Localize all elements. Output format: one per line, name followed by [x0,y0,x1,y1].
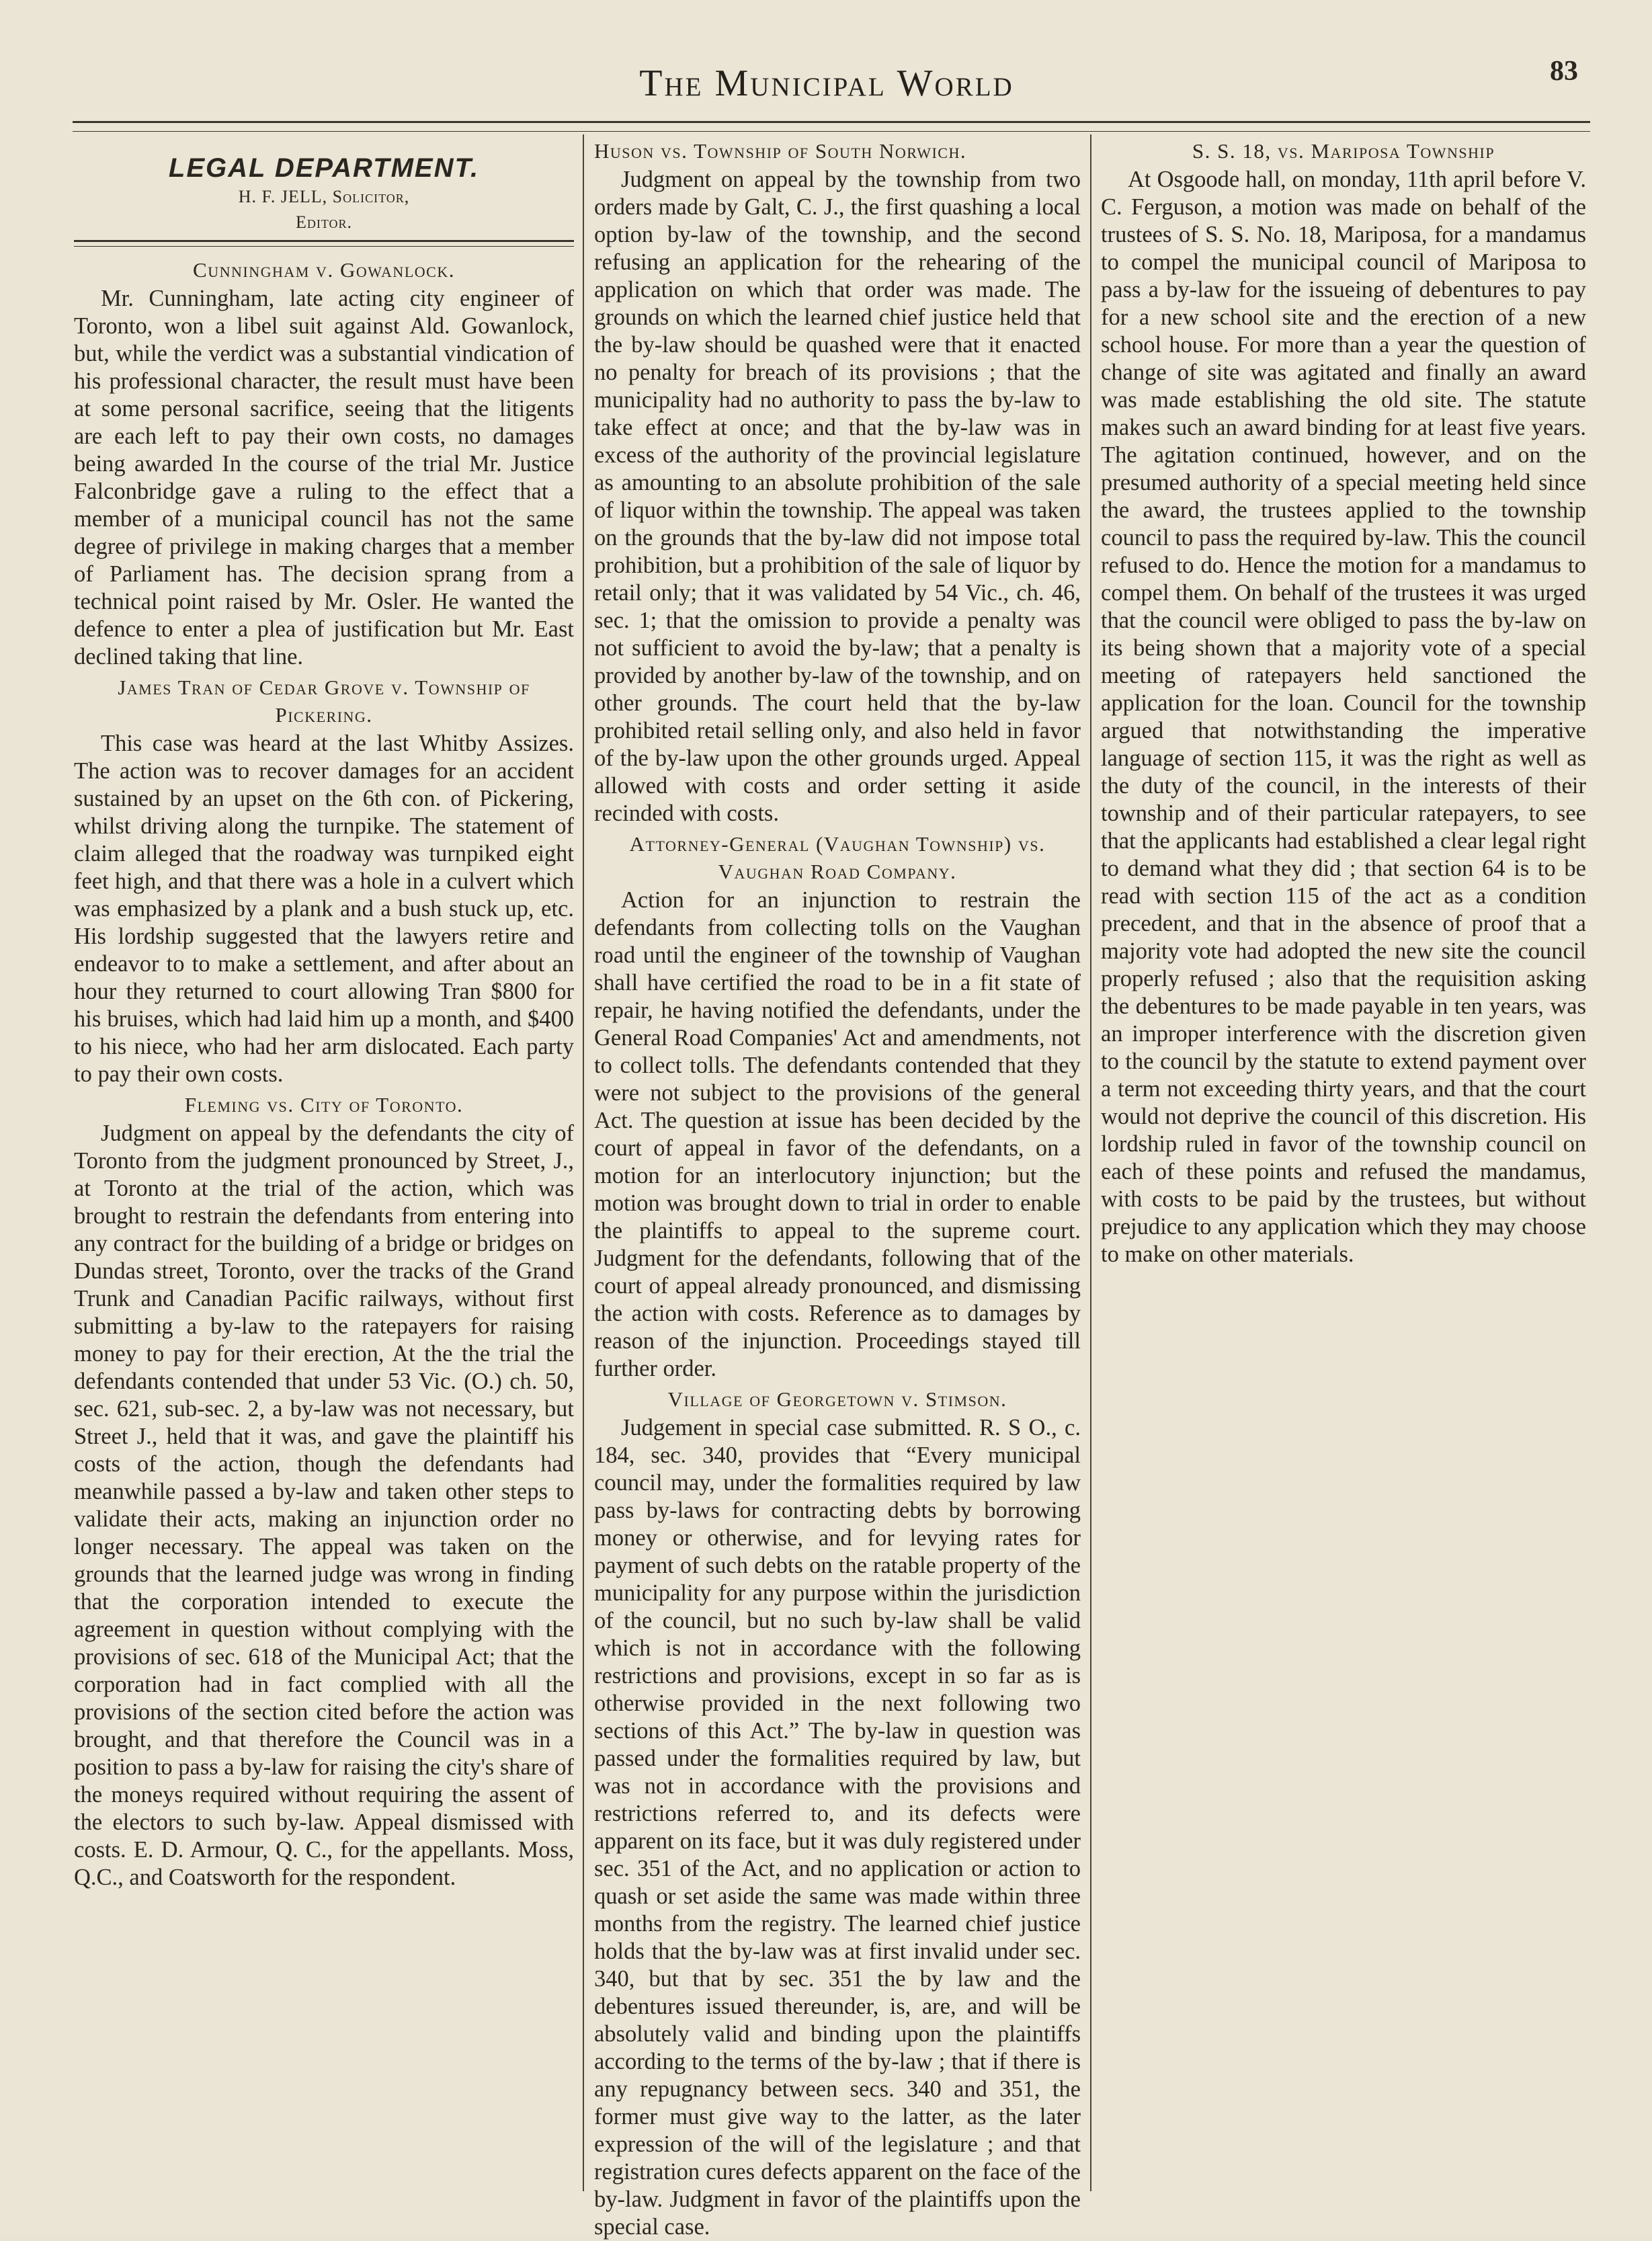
case-body-attorney-general: Action for an injunction to restrain the defendants from collecting tolls on the Vaughan road until the engineer of the township of Vaughan shall have certified the road to be in a fit state of repair, he having notified the defendants, under the General Road Companies' Act and amendments, not to collect tolls. The defendants contended that they were not subject to the provisions of the general Act. The question at issue has been decided by the court of appeal in favor of the defendants, on a motion for an interlocutory injunction; but the motion was brought down to trial in order to enable the plaintiffs to appeal to the supreme court. Judgment for the defendants, following that of the court of appeal already pronounced, and dismissing the action with costs. Reference as to damages by reason of the injunction. Proceedings stayed till further order. [594,887,1081,1381]
case-body-fleming: Judgment on appeal by the defendants the city of Toronto from the judgment pronounced by Street, J., at Toronto at the trial of the action, which was brought to restrain the defendants from entering into any contract for the building of a bridge or bridges on Dundas street, Toronto, over the tracks of the Grand Trunk and Canadian Pacific railways, without first submitting a by-law to the ratepayers for raising money to pay for their erection, At the the trial the defendants contended that under 53 Vic. (O.) ch. 50, sec. 621, sub-sec. 2, a by-law was not necessary, but Street J., held that it was, and gave the plaintiff his costs of the action, though the defendants had meanwhile passed a by-law and taken other steps to validate their acts, making an injunction order no longer necessary. The appeal was taken on the grounds that the learned judge was wrong in finding that the corporation intended to execute the agreement in question without complying with the provisions of sec. 618 of the Municipal Act; that the corporation had in fact complied with all the provisions of the section cited before the action was brought, and that therefore the Council was in a position to pass a by-law for raising the city's share of the moneys required without requiring the assent of the electors to such by-law. Appeal dismissed with costs. E. D. Armour, Q. C., for the appellants. Moss, Q.C., and Coatsworth for the respondent. [74,1120,574,1890]
case-heading-cunningham: Cunningham v. Gowanlock. [193,258,455,282]
column-3 [1101,134,1586,2205]
department-title: LEGAL DEPARTMENT. [168,153,480,183]
page-number: 83 [1550,56,1578,87]
case-body-tran: This case was heard at the last Whitby Assizes. The action was to recover damages for an accident sustained by an upset on the 6th con. of Pickering, whilst driving along the turnpike. The statement of claim alleged that the roadway was turnpiked eight feet high, and that there was a hole in a culvert which was emphasized by a plank and a bush stuck up, etc. His lordship suggested that the lawyers retire and endeavor to to make a settlement, and after about an hour they returned to court allowing Tran $800 for his bruises, which had laid him up a month, and $400 to his niece, who had her arm dislocated. Each party to pay their own costs. [74,731,574,1087]
editor-role: Editor. [295,212,353,232]
case-body-georgetown: Judgement in special case submitted. R. S O., c. 184, sec. 340, provides that “Every municipal council may, under the formalities required by law pass by-laws for contracting debts by borrowing money or otherwise, and for levying rates for payment of such debts on the ratable property of the municipality for any purpose within the jurisdiction of the council, but no such by-law shall be valid which is not in accordance with the following restrictions and provisions, except in so far as is otherwise provided in the next following two sections of this Act.” The by-law in question was passed under the formalities required by law, but was not in accordance with the provisions and restrictions referred to, and its defects were apparent on its face, but it was duly registered under sec. 351 of the Act, and no application or action to quash or set aside the same was made within three months from the registry. The learned chief justice holds that the by-law was at first invalid under sec. 340, but that by sec. 351 the by law and the debentures issued thereunder, is, are, and will be absolutely valid and binding upon the plaintiffs according to the terms of the by-law ; that if there is any repugnancy between secs. 340 and 351, the former must give way to the latter, as the later expression of the will of the legislature ; and that registration cures defects apparent on the face of the by-law. Judgment in favor of the plaintiffs upon the special case. [594,1415,1081,2240]
case-heading-tran: James Tran of Cedar Grove v. Township of Pickering. [118,676,530,727]
column-1 [74,134,574,2205]
column-divider-2 [1090,134,1091,2191]
column-2 [594,134,1081,2240]
case-heading-attorney-general: Attorney-General (Vaughan Township) vs. Vaughan Road Company. [629,832,1046,883]
case-heading-mariposa: S. S. 18, vs. Mariposa Township [1192,139,1495,163]
case-heading-huson: Huson vs. Township of South Norwich. [594,139,967,163]
editor-name: H. F. JELL, Solicitor, [238,187,410,206]
department-rule [74,240,574,247]
case-heading-fleming: Fleming vs. City of Toronto. [184,1093,464,1116]
masthead-rule [73,121,1590,132]
masthead-title: The Municipal World [639,63,1014,104]
case-body-mariposa: At Osgoode hall, on monday, 11th april before V. C. Ferguson, a motion was made on behalf of the trustees of S. S. No. 18, Mariposa, for a mandamus to compel the municipal council of Mariposa to pass a by-law for the issueing of debentures to pay for a new school site and the erection of a new school house. For more than a year the question of change of site was agitated and finally an award was made establishing the old site. The statute makes such an award binding for at least five years. The agitation continued, however, and on the presumed authority of a special meeting held since the award, the trustees applied to the township council to pass the required by-law. This the council refused to do. Hence the motion for a mandamus to compel them. On behalf of the trustees it was urged that the council were obliged to pass the by-law on its being shown that a majority vote of a special meeting of ratepayers held sanctioned the application for the loan. Council for the township argued that notwithstanding the imperative language of section 115, it was the right as well as the duty of the council, in the interests of their township and of their particular ratepayers, to see that the applicants had established a clear legal right to demand what they did ; that section 64 is to be read with section 115 of the act as a condition precedent, and that in the absence of proof that a majority vote had adopted the new site the council properly refused ; also that the requisition asking the debentures to be made payable in ten years, was an improper interference with the discretion given to the council by the statute to extend payment over a term not exceeding thirty years, and that the court would not deprive the council of this discretion. His lordship ruled in favor of the township council on each of these points and refused the mandamus, with costs to be paid by the trustees, but without prejudice to any application which they may choose to make on other materials. [1101,167,1586,1267]
case-body-cunningham: Mr. Cunningham, late acting city engineer of Toronto, won a libel suit against Ald. Gowanlock, but, while the verdict was a substantial vindication of his professional character, the result must have been at some personal sacrifice, seeing that the litigents are each left to pay their own costs, no damages being awarded In the course of the trial Mr. Justice Falconbridge gave a ruling to the effect that a member of a municipal council has not the same degree of privilege in making charges that a member of Parliament has. The decision sprang from a technical point raised by Mr. Osler. He wanted the defence to enter a plea of justification but Mr. East declined taking that line. [74,286,574,669]
column-divider-1 [583,134,584,2191]
case-heading-georgetown: Village of Georgetown v. Stimson. [667,1387,1007,1411]
case-body-huson: Judgment on appeal by the township from two orders made by Galt, C. J., the first quashing a local option by-law of the township, and the second refusing an application for the rehearing of the application on which that order was made. The grounds on which the learned chief justice held that the by-law should be quashed were that it enacted no penalty for breach of its provisions ; that the municipality had no authority to pass the by-law to take effect at once; and that the by-law was in excess of the authority of the provincial legislature as amounting to an absolute prohibition of the sale of liquor within the township. The appeal was taken on the grounds that the by-law did not impose total prohibition, but a prohibition of the sale of liquor by retail only; that it was validated by 54 Vic., ch. 46, sec. 1; that the omission to provide a penalty was not sufficient to avoid the by-law; that a penalty is provided by another by-law of the township, and on other grounds. The court held that the by-law prohibited retail selling only, and also held in favor of the by-law upon the other grounds urged. Appeal allowed with costs and order setting it aside recinded with costs. [594,167,1081,826]
